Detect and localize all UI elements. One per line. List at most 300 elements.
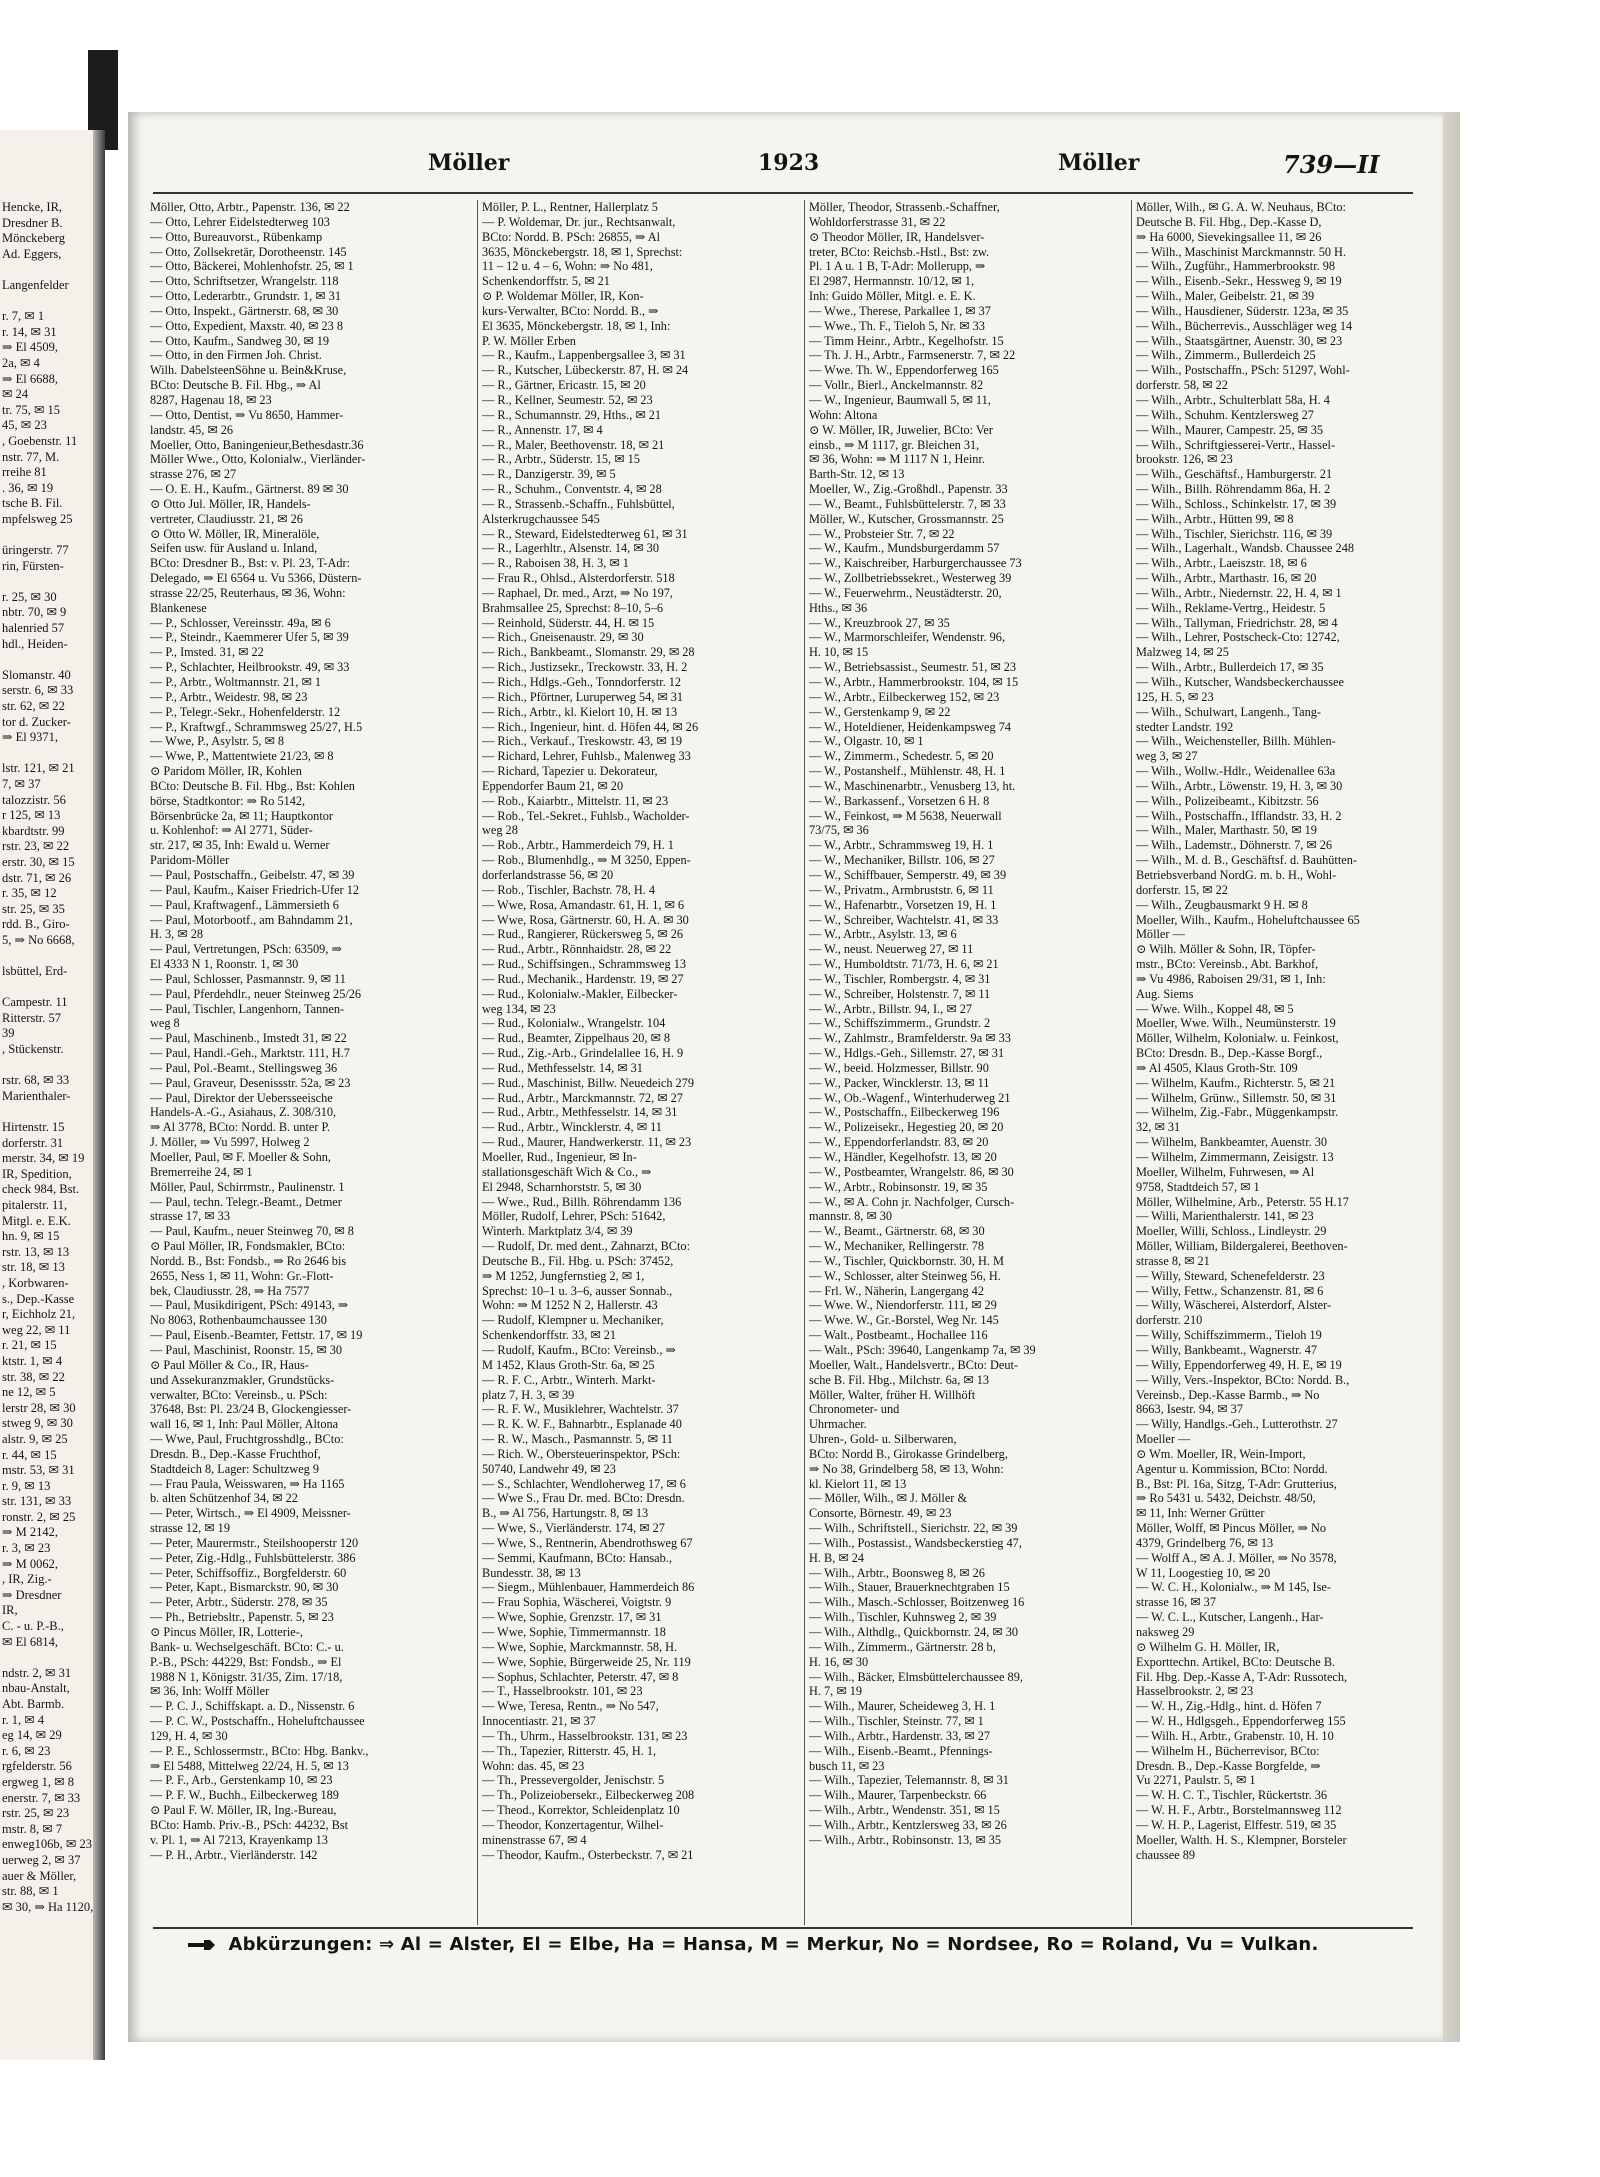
directory-entry-line: Moeller, Walt., Handelsvertr., BCto: Deut- xyxy=(809,1357,1019,1372)
directory-entry-line: — Theodor, Konzertagentur, Wilhel- xyxy=(482,1817,664,1832)
directory-entry-line: — Wilh., Lehrer, Postscheck-Cto: 12742, xyxy=(1136,630,1340,645)
directory-entry-line: Schenkendorffstr. 33, ✉ 21 xyxy=(482,1328,617,1343)
directory-entry-line: — Rud., Beamter, Zippelhaus 20, ✉ 8 xyxy=(482,1031,671,1046)
left-page-line: IR, Spedition, xyxy=(2,1166,72,1181)
directory-entry-line: Brahmsallee 25, Sprechst: 8–10, 5–6 xyxy=(482,600,664,615)
directory-entry-line: Schenkendorffstr. 5, ✉ 21 xyxy=(482,274,610,289)
directory-entry-line: — Wwe, Sophie, Bürgerweide 25, Nr. 119 xyxy=(482,1654,691,1669)
directory-entry-line: — Th., Tapezier, Ritterstr. 45, H. 1, xyxy=(482,1743,657,1758)
directory-entry-line: — Raphael, Dr. med., Arzt, ⇒ No 197, xyxy=(482,585,673,600)
directory-entry-line: — W., Marmorschleifer, Wendenstr. 96, xyxy=(809,630,1006,645)
directory-entry-line: — Th., Polizeiobersekr., Eilbeckerweg 208 xyxy=(482,1788,695,1803)
directory-entry-line: ⊙ Paul F. W. Möller, IR, Ing.-Bureau, xyxy=(150,1803,337,1818)
directory-entry-line: Seifen usw. für Ausland u. Inland, xyxy=(150,541,318,556)
directory-entry-line: M 1452, Klaus Groth-Str. 6a, ✉ 25 xyxy=(482,1357,655,1372)
directory-entry-line: — W., Betriebsassist., Seumestr. 51, ✉ 23 xyxy=(809,660,1017,675)
left-page-line: 2a, ✉ 4 xyxy=(2,355,40,370)
directory-entry-line: Moeller, Wilh., Kaufm., Hoheluftchaussee 65 xyxy=(1136,912,1360,927)
directory-entry-line: strasse 276, ✉ 27 xyxy=(150,467,237,482)
directory-entry-line: — Rud., Arbtr., Wincklerstr. 4, ✉ 11 xyxy=(482,1120,662,1135)
directory-entry-line: — Wilhelm, Bankbeamter, Auenstr. 30 xyxy=(1136,1135,1328,1150)
directory-entry-line: — Otto, Zollsekretär, Dorotheenstr. 145 xyxy=(150,244,347,259)
left-page-line: mstr. 8, ✉ 7 xyxy=(2,1821,63,1836)
left-page-line: ✉ 24 xyxy=(2,387,29,402)
directory-entry-line: 73/75, ✉ 36 xyxy=(809,823,869,838)
directory-entry-line: — W., Zollbetriebssekret., Westerweg 39 xyxy=(809,571,1012,586)
directory-entry-line: — Paul, Motorbootf., am Bahndamm 21, xyxy=(150,912,353,927)
directory-entry-line: — Theod., Korrektor, Schleidenplatz 10 xyxy=(482,1803,680,1818)
directory-entry-line: Moeller, Wwe. Wilh., Neumünsterstr. 19 xyxy=(1136,1016,1336,1031)
directory-entry-line: dorferstr. 210 xyxy=(1136,1313,1203,1328)
directory-entry-line: — W., Postbeamter, Wrangelstr. 86, ✉ 30 xyxy=(809,1164,1014,1179)
directory-entry-line: — Wilh., Maler, Marthastr. 50, ✉ 19 xyxy=(1136,823,1317,838)
directory-entry-line: P.-B., PSch: 44229, Bst: Fondsb., ⇒ El xyxy=(150,1654,342,1669)
directory-entry-line: Winterh. Marktplatz 3/4, ✉ 39 xyxy=(482,1224,633,1239)
left-page-line xyxy=(2,980,94,996)
directory-entry-line: Nordd. B., Bst: Fondsb., ⇒ Ro 2646 bis xyxy=(150,1253,347,1268)
directory-entry-line: — Rud., Rangierer, Rückersweg 5, ✉ 26 xyxy=(482,927,684,942)
directory-entry-line: 50740, Landwehr 49, ✉ 23 xyxy=(482,1461,616,1476)
directory-entry-line: — Wilh., Schriftgiesserei-Vertr., Hassel- xyxy=(1136,437,1336,452)
left-page-line xyxy=(2,652,94,668)
directory-entry-line: Alsterkrugchaussee 545 xyxy=(482,511,600,526)
running-head xyxy=(128,150,1443,184)
directory-entry-line: — Rud., Schiffsingen., Schrammsweg 13 xyxy=(482,957,687,972)
left-page-line: ktstr. 1, ✉ 4 xyxy=(2,1353,63,1368)
left-page-line xyxy=(2,574,94,590)
directory-entry-line: ⊙ Wilhelm G. H. Möller, IR, xyxy=(1136,1639,1280,1654)
directory-entry-line: — Paul, Vertretungen, PSch: 63509, ⇒ xyxy=(150,942,342,957)
directory-entry-line: Möller, William, Bildergalerei, Beethoven- xyxy=(1136,1239,1348,1254)
directory-entry-line: Handels-A.-G., Asiahaus, Z. 308/310, xyxy=(150,1105,337,1120)
directory-entry-line: — Peter, Maurermstr., Steilshooperstr 120 xyxy=(150,1535,359,1550)
directory-entry-line: weg 3, ✉ 27 xyxy=(1136,749,1198,764)
left-page-line: str. 18, ✉ 13 xyxy=(2,1260,65,1275)
directory-entry-line: — W., Privatm., Armbruststr. 6, ✉ 11 xyxy=(809,882,994,897)
directory-entry-line: — Wilh., Arbtr., Hütten 99, ✉ 8 xyxy=(1136,511,1294,526)
left-page-line: kbardtstr. 99 xyxy=(2,823,65,838)
directory-entry-line: busch 11, ✉ 23 xyxy=(809,1758,885,1773)
directory-entry-line: — Otto, Bäckerei, Mohlenhofstr. 25, ✉ 1 xyxy=(150,259,354,274)
directory-entry-line: Bremerreihe 24, ✉ 1 xyxy=(150,1164,253,1179)
directory-entry-line: — Willy, Schiffszimmerm., Tieloh 19 xyxy=(1136,1328,1322,1343)
left-page-line: rstr. 68, ✉ 33 xyxy=(2,1073,70,1088)
directory-entry-line: — R., Strassenb.-Schaffn., Fuhlsbüttel, xyxy=(482,496,675,511)
directory-entry-line: — W., Schiffszimmerm., Grundstr. 2 xyxy=(809,1016,991,1031)
left-page-line: str. 62, ✉ 22 xyxy=(2,699,65,713)
directory-entry-line: ⇒ Ha 6000, Sievekingsallee 11, ✉ 26 xyxy=(1136,229,1322,244)
directory-entry-line: — W., Schlosser, alter Steinweg 56, H. xyxy=(809,1268,1001,1283)
directory-entry-line: — W., Schiffbauer, Semperstr. 49, ✉ 39 xyxy=(809,867,1007,882)
directory-entry-line: — Semmi, Kaufmann, BCto: Hansab., xyxy=(482,1550,672,1565)
directory-entry-line: — W., Probsteier Str. 7, ✉ 22 xyxy=(809,526,955,541)
left-page-line: Marienthaler- xyxy=(2,1088,71,1103)
directory-entry-line: ⊙ Paridom Möller, IR, Kohlen xyxy=(150,764,302,779)
directory-entry-line: — R., Raboisen 38, H. 3, ✉ 1 xyxy=(482,556,629,571)
abbreviations-text: Abkürzungen: ⇒ Al = Alster, El = Elbe, Ha = Hansa, M = Merkur, No = Nordsee, Ro = Roland, Vu = Vulkan. xyxy=(228,1934,1319,1955)
directory-entry-line: ⊙ Paul Möller, IR, Fondsmakler, BCto: xyxy=(150,1239,346,1254)
directory-entry-line: ⇒ M 1252, Jungfernstieg 2, ✉ 1, xyxy=(482,1268,645,1283)
directory-entry-line: strasse 22/25, Reuterhaus, ✉ 36, Wohn: xyxy=(150,585,346,600)
directory-entry-line: — Wilh., Reklame-Vertrg., Heidestr. 5 xyxy=(1136,600,1326,615)
directory-entry-line: Fil. Hbg. Dep.-Kasse A, T-Adr: Russotech, xyxy=(1136,1669,1348,1684)
directory-entry-line: — Wilh., Arbtr., Robinsonstr. 13, ✉ 35 xyxy=(809,1832,1001,1847)
left-page-line: tr. 75, ✉ 15 xyxy=(2,402,61,417)
directory-entry-line: ⇒ El 5488, Mittelweg 22/24, H. 5, ✉ 13 xyxy=(150,1758,349,1773)
directory-entry-line: — Th., Pressevergolder, Jenischstr. 5 xyxy=(482,1773,665,1788)
directory-entry-line: strasse 12, ✉ 19 xyxy=(150,1521,230,1536)
directory-entry-line: — Wilh., Kutscher, Wandsbeckerchaussee xyxy=(1136,675,1344,689)
directory-entry-line: — Wilh., Lademstr., Döhnerstr. 7, ✉ 26 xyxy=(1136,838,1333,853)
directory-entry-line: — Th. J. H., Arbtr., Farmsenerstr. 7, ✉ 22 xyxy=(809,348,1016,363)
directory-entry-line: — P. Woldemar, Dr. jur., Rechtsanwalt, xyxy=(482,214,676,229)
directory-entry-line: — W., Händler, Kegelhofstr. 13, ✉ 20 xyxy=(809,1150,997,1164)
directory-entry-line: ⊙ W. Möller, IR, Juwelier, BCto: Ver xyxy=(809,422,993,437)
directory-entry-line: — Rud., Maurer, Handwerkerstr. 11, ✉ 23 xyxy=(482,1135,692,1150)
left-page-line: Hirtenstr. 15 xyxy=(2,1120,65,1135)
directory-entry-line: 1988 N 1, Königstr. 31/35, Zim. 17/18, xyxy=(150,1669,343,1684)
left-page-line xyxy=(2,262,94,278)
directory-entry-line: ⇒ Al 3778, BCto: Nordd. B. unter P. xyxy=(150,1120,331,1135)
directory-entry-line: ✉ 36, Inh: Wolff Möller xyxy=(150,1684,270,1699)
directory-entry-line: — Rud., Arbtr., Rönnhaidstr. 28, ✉ 22 xyxy=(482,942,672,957)
directory-entry-line: — R., Annenstr. 17, ✉ 4 xyxy=(482,422,603,437)
directory-entry-line: Deutsche B., Fil. Hbg. u. PSch: 37452, xyxy=(482,1253,674,1268)
directory-entry-line: — P., Schlosser, Vereinsstr. 49a, ✉ 6 xyxy=(150,615,331,630)
directory-entry-line: Bank- u. Wechselgeschäft. BCto: C.- u. xyxy=(150,1639,344,1654)
left-page-line: lsbüttel, Erd- xyxy=(2,964,68,979)
directory-entry-line: — Wilh., Althdlg., Quickbornstr. 24, ✉ 30 xyxy=(809,1625,1019,1639)
left-page-line: ergweg 1, ✉ 8 xyxy=(2,1774,75,1789)
directory-entry-line: H. 10, ✉ 15 xyxy=(809,645,869,660)
directory-entry-line: — W., Hoteldiener, Heidenkampsweg 74 xyxy=(809,719,1012,734)
directory-entry-line: — Frau Paula, Weisswaren, ⇒ Ha 1165 xyxy=(150,1476,345,1491)
directory-entry-line: dorferstr. 15, ✉ 22 xyxy=(1136,882,1228,897)
footer-rule xyxy=(153,1927,1413,1929)
left-page-line: ⇒ M 0062, xyxy=(2,1556,58,1571)
directory-entry-line: — Wilh., Zimmerm., Bullerdeich 25 xyxy=(1136,348,1316,363)
directory-entry-line: — Peter, Kapt., Bismarckstr. 90, ✉ 30 xyxy=(150,1580,339,1595)
directory-entry-line: — R. W., Masch., Pasmannstr. 5, ✉ 11 xyxy=(482,1432,673,1447)
directory-entry-line: Delegado, ⇒ El 6564 u. Vu 5366, Düstern- xyxy=(150,571,362,586)
directory-entry-line: — Wwe. W., Gr.-Borstel, Weg Nr. 145 xyxy=(809,1313,999,1328)
left-page-line: rin, Fürsten- xyxy=(2,558,64,573)
directory-entry-line: W 11, Loogestieg 10, ✉ 20 xyxy=(1136,1565,1271,1580)
column-3 xyxy=(804,200,1131,1925)
directory-entry-line: — Frau R., Ohlsd., Alsterdorferstr. 518 xyxy=(482,571,675,586)
left-page-line: mstr. 53, ✉ 31 xyxy=(2,1463,75,1478)
directory-entry-line: — Wwe, Sophie, Marckmannstr. 58, H. xyxy=(482,1639,678,1654)
directory-entry-line: — R., Danzigerstr. 39, ✉ 5 xyxy=(482,467,616,482)
directory-entry-line: Moeller, Willi, Schloss., Lindleystr. 29 xyxy=(1136,1224,1327,1239)
left-page-line: lstr. 121, ✉ 21 xyxy=(2,761,75,776)
directory-entry-line: — W., Mechaniker, Billstr. 106, ✉ 27 xyxy=(809,853,995,868)
directory-entry-line: — Wilhelm, Kaufm., Richterstr. 5, ✉ 21 xyxy=(1136,1075,1336,1090)
directory-entry-line: — Rich. W., Obersteuerinspektor, PSch: xyxy=(482,1446,681,1461)
left-page-line: lerstr 28, ✉ 30 xyxy=(2,1400,76,1415)
directory-entry-line: — Rob., Tischler, Bachstr. 78, H. 4 xyxy=(482,882,656,897)
directory-entry-line: — Wilhelm, Zimmermann, Zeisigstr. 13 xyxy=(1136,1150,1334,1164)
left-page-line: r 125, ✉ 13 xyxy=(2,808,61,823)
directory-entry-line: — Wwe, Sophie, Grenzstr. 17, ✉ 31 xyxy=(482,1610,662,1625)
directory-entry-line: — Wilh., Postassist., Wandsbeckerstieg 47, xyxy=(809,1535,1022,1550)
directory-entry-line: — W. H. C. T., Tischler, Rückertstr. 36 xyxy=(1136,1788,1328,1803)
directory-entry-line: strasse 16, ✉ 37 xyxy=(1136,1595,1216,1610)
directory-entry-line: Deutsche B. Fil. Hbg., Dep.-Kasse D, xyxy=(1136,214,1322,229)
directory-entry-line: — P. C. W., Postschaffn., Hoheluftchaussee xyxy=(150,1714,365,1729)
directory-entry-line: — Willi, Marienthalerstr. 141, ✉ 23 xyxy=(1136,1209,1314,1224)
directory-entry-line: — P. E., Schlossermstr., BCto: Hbg. Bankv., xyxy=(150,1743,369,1758)
directory-entry-line: — P. H., Arbtr., Vierländerstr. 142 xyxy=(150,1847,318,1862)
directory-entry-line: — Wilh., Maurer, Scheideweg 3, H. 1 xyxy=(809,1699,996,1714)
pointing-hand-icon xyxy=(188,1939,216,1951)
directory-entry-line: — Wwe. Wilh., Koppel 48, ✉ 5 xyxy=(1136,1001,1294,1016)
directory-entry-line: — Wilh., Hausdiener, Süderstr. 123a, ✉ 35 xyxy=(1136,303,1349,318)
directory-entry-line: — Wilh., Lagerhalt., Wandsb. Chaussee 248 xyxy=(1136,541,1354,556)
directory-entry-line: chaussee 89 xyxy=(1136,1847,1196,1862)
directory-entry-line: — O. E. H., Kaufm., Gärtnerst. 89 ✉ 30 xyxy=(150,482,349,497)
directory-entry-line: — Willy, Bankbeamt., Wagnerstr. 47 xyxy=(1136,1342,1318,1357)
directory-entry-line: Moeller — xyxy=(1136,1432,1191,1447)
directory-entry-line: — Wilh., Schloss., Schinkelstr. 17, ✉ 39 xyxy=(1136,496,1337,511)
directory-entry-line: — Wwe, Paul, Fruchtgrosshdlg., BCto: xyxy=(150,1432,344,1447)
directory-entry-line: — W., Kaufm., Mundsburgerdamm 57 xyxy=(809,541,1000,556)
directory-entry-line: — Wilh., Arbtr., Marthastr. 16, ✉ 20 xyxy=(1136,571,1317,586)
left-page-line: dstr. 71, ✉ 26 xyxy=(2,870,72,885)
left-page-line: r. 44, ✉ 15 xyxy=(2,1447,57,1462)
directory-entry-line: — Willy, Eppendorferweg 49, H. E, ✉ 19 xyxy=(1136,1357,1342,1372)
directory-entry-line: ⊙ Otto W. Möller, IR, Mineralöle, xyxy=(150,526,320,541)
directory-entry-line: — Wilh., Stauer, Brauerknechtgraben 15 xyxy=(809,1580,1010,1595)
directory-entry-line: — Rud., Maschinist, Billw. Neuedeich 279 xyxy=(482,1075,694,1090)
left-page-line: auer & Möller, xyxy=(2,1868,77,1883)
directory-entry-line: mstr., BCto: Vereinsb., Abt. Barkhof, xyxy=(1136,957,1319,972)
left-page-line: halenried 57 xyxy=(2,621,65,636)
directory-entry-line: — Wwe. Th. W., Eppendorferweg 165 xyxy=(809,363,999,378)
left-page-line: Ad. Eggers, xyxy=(2,246,62,261)
left-page-line: check 984, Bst. xyxy=(2,1182,80,1197)
directory-entry-line: — Wilh., Arbtr., Hardenstr. 33, ✉ 27 xyxy=(809,1728,991,1743)
directory-entry-line: Stadtdeich 8, Lager: Schultzweg 9 xyxy=(150,1461,320,1476)
directory-entry-line: — P., Imsted. 31, ✉ 22 xyxy=(150,645,264,660)
directory-entry-line: Paridom-Möller xyxy=(150,853,230,868)
left-page-line: alstr. 9, ✉ 25 xyxy=(2,1431,68,1446)
directory-entry-line: 125, H. 5, ✉ 23 xyxy=(1136,689,1214,704)
directory-entry-line: wall 16, ✉ 1, Inh: Paul Möller, Altona xyxy=(150,1417,339,1432)
directory-entry-line: B., Bst: Pl. 16a, Sitzg, T-Adr: Grutterius, xyxy=(1136,1476,1337,1491)
directory-entry-line: — Rud., Zig.-Arb., Grindelallee 16, H. 9 xyxy=(482,1046,684,1061)
directory-entry-line: — Wilh., Tapezier, Telemannstr. 8, ✉ 31 xyxy=(809,1773,1009,1788)
running-head-right: Möller xyxy=(1058,150,1140,176)
directory-entry-line: ⊙ Otto Jul. Möller, IR, Handels- xyxy=(150,496,311,511)
left-page-line: Mitgl. e. E.K. xyxy=(2,1213,71,1228)
directory-entry-line: Möller Wwe., Otto, Kolonialw., Vierländer- xyxy=(150,452,366,467)
directory-entry-line: 8287, Hagenau 18, ✉ 23 xyxy=(150,392,272,407)
directory-entry-line: vertreter, Claudiusstr. 21, ✉ 26 xyxy=(150,511,303,526)
directory-entry-line: — S., Schlachter, Wendloherweg 17, ✉ 6 xyxy=(482,1476,686,1491)
directory-entry-line: Möller, Wolff, ✉ Pincus Möller, ⇒ No xyxy=(1136,1521,1326,1536)
directory-entry-line: — Sophus, Schlachter, Peterstr. 47, ✉ 8 xyxy=(482,1669,679,1684)
directory-entry-line: landstr. 45, ✉ 26 xyxy=(150,422,234,437)
directory-entry-line: — W., Tischler, Quickbornstr. 30, H. M xyxy=(809,1253,1004,1268)
directory-entry-line: — Otto, Schriftsetzer, Wrangelstr. 118 xyxy=(150,274,339,289)
directory-entry-line: — Paul, Postschaffn., Geibelstr. 47, ✉ 39 xyxy=(150,867,355,882)
directory-entry-line: Möller, Theodor, Strassenb.-Schaffner, xyxy=(809,200,1000,214)
left-page-line xyxy=(2,949,94,965)
directory-entry-line: einsb., ⇒ M 1117, gr. Bleichen 31, xyxy=(809,437,980,452)
directory-entry-line: BCto: Dresdn. B., Dep.-Kasse Borgf., xyxy=(1136,1046,1323,1061)
left-page-line: ronstr. 2, ✉ 25 xyxy=(2,1509,76,1524)
left-page-line: ⇒ Dresdner xyxy=(2,1587,62,1602)
left-page-line: r. 9, ✉ 13 xyxy=(2,1478,51,1493)
directory-entry-line: — Wilh., Postschaffn., PSch: 51297, Wohl- xyxy=(1136,363,1350,378)
directory-entry-line: — Wilh., Weichensteller, Billh. Mühlen- xyxy=(1136,734,1336,749)
left-page-line: 7, ✉ 37 xyxy=(2,776,41,791)
directory-entry-line: — R., Schumannstr. 29, Hths., ✉ 21 xyxy=(482,407,662,422)
left-page-line: r. 14, ✉ 31 xyxy=(2,324,57,339)
directory-entry-line: — W., Zahlmstr., Bramfelderstr. 9a ✉ 33 xyxy=(809,1031,1011,1046)
directory-entry-line: Blankenese xyxy=(150,600,207,615)
directory-entry-line: — Wilh., Arbtr., Boonsweg 8, ✉ 26 xyxy=(809,1565,985,1580)
directory-entry-line: — Frau Sophia, Wäscherei, Voigtstr. 9 xyxy=(482,1595,672,1610)
left-page-line: r. 6, ✉ 23 xyxy=(2,1743,51,1758)
left-page-line: ⇒ El 9371, xyxy=(2,730,58,745)
directory-entry-line: — Wilh., Maschinist Marckmannstr. 50 H. xyxy=(1136,244,1347,259)
left-page-line: , Korbwaren- xyxy=(2,1275,69,1290)
directory-entry-line: — R., Lagerhltr., Alsenstr. 14, ✉ 30 xyxy=(482,541,659,556)
directory-entry-line: B., ⇒ Al 756, Hartungstr. 8, ✉ 13 xyxy=(482,1506,649,1521)
directory-entry-line: ⊙ Pincus Möller, IR, Lotterie-, xyxy=(150,1625,303,1639)
left-page-line: r. 21, ✉ 15 xyxy=(2,1338,57,1353)
left-page-line: rdd. B., Giro- xyxy=(2,917,70,932)
directory-entry-line: — Wilh., Arbtr., Laeiszstr. 18, ✉ 6 xyxy=(1136,556,1307,571)
left-page-fragment xyxy=(0,130,105,2060)
directory-entry-line: — Peter, Wirtsch., ⇒ El 4909, Meissner- xyxy=(150,1506,351,1521)
directory-entry-line: — Wilh., Arbtr., Löwenstr. 19, H. 3, ✉ 30 xyxy=(1136,778,1343,793)
directory-entry-line: Moeller, Paul, ✉ F. Moeller & Sohn, xyxy=(150,1150,331,1164)
left-page-line: nbtr. 70, ✉ 9 xyxy=(2,605,67,620)
directory-entry-line: — R., Steward, Eidelstedterweg 61, ✉ 31 xyxy=(482,526,688,541)
directory-entry-line: — Walt., Postbeamt., Hochallee 116 xyxy=(809,1328,988,1343)
directory-entry-line: ⊙ Wilh. Möller & Sohn, IR, Töpfer- xyxy=(1136,942,1316,957)
directory-entry-line: — W. H. F., Arbtr., Borstelmannsweg 112 xyxy=(1136,1803,1342,1818)
directory-entry-line: — W., Arbtr., Billstr. 94, I., ✉ 27 xyxy=(809,1001,973,1016)
directory-entry-line: — Wilh., Arbtr., Kentzlersweg 33, ✉ 26 xyxy=(809,1817,1007,1832)
directory-entry-line: u. Kohlenhof: ⇒ Al 2771, Süder- xyxy=(150,823,313,838)
directory-entry-line: — W. C. L., Kutscher, Langenh., Har- xyxy=(1136,1610,1324,1625)
directory-entry-line: — Otto, Dentist, ⇒ Vu 8650, Hammer- xyxy=(150,407,344,422)
directory-entry-line: No 8063, Rothenbaumchaussee 130 xyxy=(150,1313,327,1328)
directory-entry-line: — W., Ob.-Wagenf., Winterhuderweg 21 xyxy=(809,1090,1011,1105)
directory-entry-line: — Rudolf, Klempner u. Mechaniker, xyxy=(482,1313,664,1328)
directory-entry-line: — T., Hasselbrookstr. 101, ✉ 23 xyxy=(482,1684,643,1699)
directory-entry-line: str. 217, ✉ 35, Inh: Ewald u. Werner xyxy=(150,838,330,853)
directory-entry-line: — Wwe, P., Asylstr. 5, ✉ 8 xyxy=(150,734,285,749)
directory-entry-line: BCto: Hamb. Priv.-B., PSch: 44232, Bst xyxy=(150,1817,349,1832)
directory-entry-line: 4379, Grindelberg 76, ✉ 13 xyxy=(1136,1535,1274,1550)
directory-entry-line: — W., neust. Neuerweg 27, ✉ 11 xyxy=(809,942,974,957)
directory-entry-line: — Wilh., Maurer, Tarpenbeckstr. 66 xyxy=(809,1788,987,1803)
directory-entry-line: — W., Beamt., Fuhlsbüttelerstr. 7, ✉ 33 xyxy=(809,496,1006,511)
directory-entry-line: BCto: Deutsche B. Fil. Hbg., Bst: Kohlen xyxy=(150,778,355,793)
directory-entry-line: 8663, Isestr. 94, ✉ 37 xyxy=(1136,1402,1243,1417)
directory-entry-line: — Wilh., Bücherrevis., Ausschläger weg 14 xyxy=(1136,318,1353,333)
directory-entry-line: — Paul, Pol.-Beamt., Stellingsweg 36 xyxy=(150,1060,338,1075)
header-rule xyxy=(153,192,1413,194)
left-page-line: . 36, ✉ 19 xyxy=(2,480,54,495)
directory-entry-line: — Otto, Lehrer Eidelstedterweg 103 xyxy=(150,214,330,229)
left-page-line: ⇒ M 2142, xyxy=(2,1525,58,1540)
left-page-line: str. 25, ✉ 35 xyxy=(2,901,65,916)
left-page-line: Hencke, IR, xyxy=(2,200,63,214)
directory-entry-line: Inh: Guido Möller, Mitgl. e. E. K. xyxy=(809,289,976,304)
directory-entry-line: brookstr. 126, ✉ 23 xyxy=(1136,452,1233,467)
directory-entry-line: — Paul, Maschinenb., Imstedt 31, ✉ 22 xyxy=(150,1031,347,1046)
directory-entry-line: — W., Arbtr., Schrammsweg 19, H. 1 xyxy=(809,838,994,853)
directory-entry-line: — W., Postschaffn., Eilbeckerweg 196 xyxy=(809,1105,1000,1120)
directory-entry-line: — Rud., Arbtr., Marckmannstr. 72, ✉ 27 xyxy=(482,1090,683,1105)
directory-entry-line: — P., Telegr.-Sekr., Hohenfelderstr. 12 xyxy=(150,704,341,719)
left-page-line: merstr. 34, ✉ 19 xyxy=(2,1151,85,1166)
directory-entry-line: — Wilh., Tischler, Sierichstr. 116, ✉ 39 xyxy=(1136,526,1333,541)
directory-entry-line: Wohn: Altona xyxy=(809,407,878,422)
left-page-line: Slomanstr. 40 xyxy=(2,667,71,682)
directory-entry-line: — W., Arbtr., Eilbeckerweg 152, ✉ 23 xyxy=(809,689,1000,704)
directory-entry-line: börse, Stadtkontor: ⇒ Ro 5142, xyxy=(150,793,306,808)
left-page-line: serstr. 6, ✉ 33 xyxy=(2,683,74,698)
directory-entry-line: — Wilh. H., Arbtr., Grabenstr. 10, H. 10 xyxy=(1136,1728,1334,1743)
page-gutter xyxy=(93,130,105,2060)
directory-entry-line: Innocentiastr. 21, ✉ 37 xyxy=(482,1714,596,1729)
left-page-line: 39 xyxy=(2,1026,15,1041)
directory-entry-line: — Paul, Schlosser, Pasmannstr. 9, ✉ 11 xyxy=(150,971,346,986)
directory-entry-line: — W., Hafenarbtr., Vorsetzen 19, H. 1 xyxy=(809,897,997,912)
directory-entry-line: Möller, Wilh., ✉ G. A. W. Neuhaus, BCto: xyxy=(1136,200,1346,214)
directory-entry-line: b. alten Schützenhof 34, ✉ 22 xyxy=(150,1491,298,1506)
directory-entry-line: — Wwe., Rud., Billh. Röhrendamm 136 xyxy=(482,1194,682,1209)
directory-entry-line: 37648, Bst: Pl. 23/24 B, Glockengiesser- xyxy=(150,1402,352,1417)
directory-entry-line: 129, H. 4, ✉ 30 xyxy=(150,1728,228,1743)
directory-entry-line: weg 134, ✉ 23 xyxy=(482,1001,556,1016)
directory-entry-line: verwalter, BCto: Vereinsb., u. PSch: xyxy=(150,1387,328,1402)
directory-entry-line: — Ph., Betriebsltr., Papenstr. 5, ✉ 23 xyxy=(150,1610,334,1625)
directory-entry-line: — W., Humboldtstr. 71/73, H. 6, ✉ 21 xyxy=(809,957,999,972)
directory-entry-line: — Paul, Tischler, Langenhorn, Tannen- xyxy=(150,1001,345,1016)
left-page-line: ✉ El 6814, xyxy=(2,1634,58,1649)
directory-entry-line: sche B. Fil. Hbg., Milchstr. 6a, ✉ 13 xyxy=(809,1372,990,1387)
directory-entry-line: Moeller, W., Zig.-Großhdl., Papenstr. 33 xyxy=(809,482,1008,497)
directory-entry-line: — Möller, Wilh., ✉ J. Möller & xyxy=(809,1491,968,1506)
directory-entry-line: — Otto, Inspekt., Gärtnerstr. 68, ✉ 30 xyxy=(150,303,339,318)
directory-entry-line: Hasselbrookstr. 2, ✉ 23 xyxy=(1136,1684,1254,1699)
directory-entry-line: — W., Barkassenf., Vorsetzen 6 H. 8 xyxy=(809,793,990,808)
directory-entry-line: — Wilhelm, Grünw., Sillemstr. 50, ✉ 31 xyxy=(1136,1090,1337,1105)
directory-entry-line: — Wilh., Arbtr., Wendenstr. 351, ✉ 15 xyxy=(809,1803,1000,1818)
left-page-text xyxy=(2,200,94,1915)
directory-entry-line: — Wwe, S., Vierländerstr. 174, ✉ 27 xyxy=(482,1521,665,1536)
directory-entry-line: — Vollr., Bierl., Anckelmannstr. 82 xyxy=(809,378,984,393)
directory-entry-line: strasse 17, ✉ 33 xyxy=(150,1209,230,1224)
left-page-line: rreihe 81 xyxy=(2,465,47,480)
directory-entry-line: — Rob., Tel.-Sekret., Fuhlsb., Wacholder- xyxy=(482,808,690,823)
left-page-line: weg 22, ✉ 11 xyxy=(2,1322,71,1337)
directory-entry-line: — Wilh., Maler, Geibelstr. 21, ✉ 39 xyxy=(1136,289,1315,304)
directory-entry-line: — Richard, Lehrer, Fuhlsb., Malenweg 33 xyxy=(482,749,691,764)
directory-entry-line: treter, BCto: Reichsb.-Hstl., Bst: zw. xyxy=(809,244,990,259)
page-number: 739—II xyxy=(1283,150,1380,179)
directory-entry-line: Uhrmacher. xyxy=(809,1417,867,1432)
directory-entry-line: — W., Feinkost, ⇒ M 5638, Neuerwall xyxy=(809,808,1002,823)
